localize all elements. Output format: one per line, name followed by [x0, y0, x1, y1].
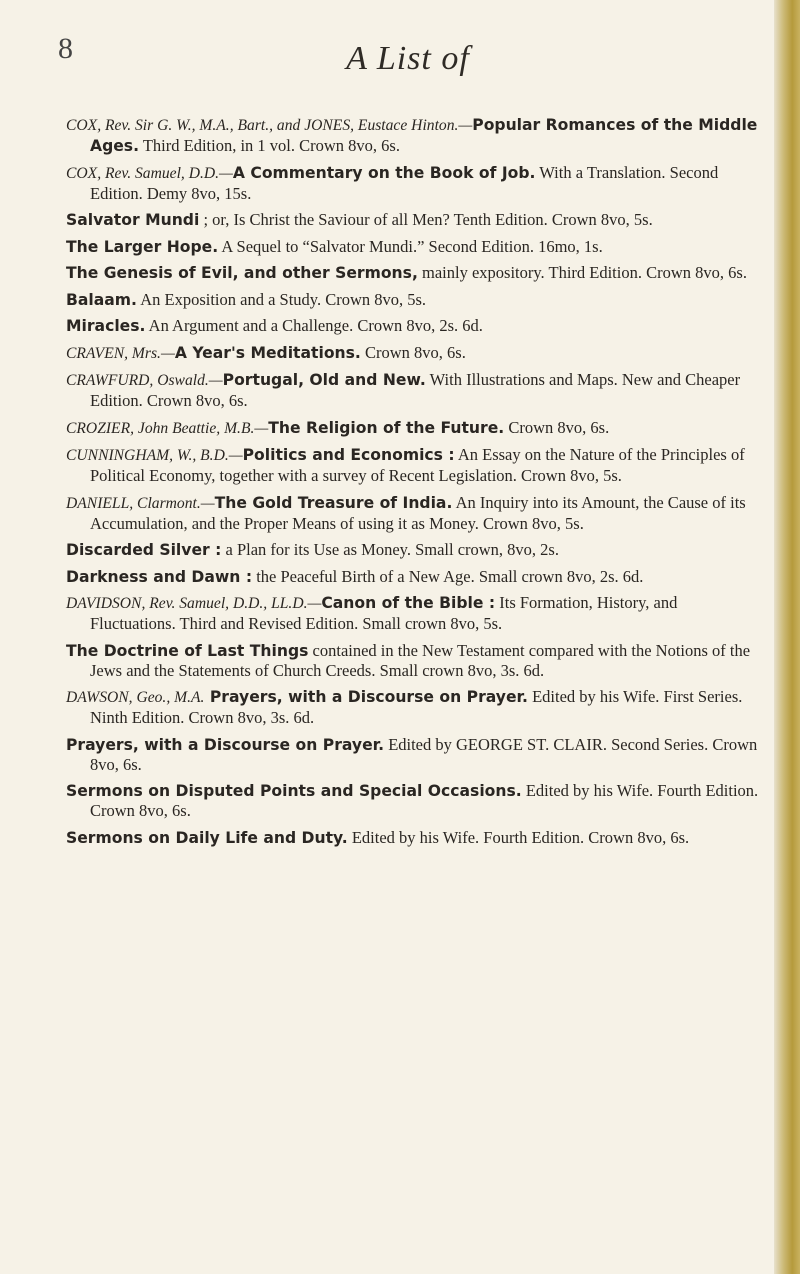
page-number: 8	[58, 32, 73, 65]
entry-title: Prayers, with a Discourse on Prayer.	[66, 735, 385, 754]
entry-author: DAWSON, Geo., M.A.	[66, 689, 205, 706]
page-edge	[774, 0, 800, 1274]
entry-title: The Doctrine of Last Things	[66, 641, 309, 660]
catalogue-entry	[66, 593, 766, 634]
entry-details: With Illustrations and Maps. New and Cheaper Edition. Crown 8vo, 6s.	[90, 370, 741, 410]
catalogue-entry	[66, 115, 766, 156]
entry-title: Balaam.	[66, 290, 137, 309]
entry-details: contained in the New Testament compared with the Notions of the Jews and the Statements of Church Creeds. Small crown 8vo, 3s. 6d.	[90, 640, 751, 680]
entry-details: Edited by his Wife. Fourth Edition. Crown 8vo, 6s.	[347, 827, 690, 847]
entry-title: Darkness and Dawn :	[66, 567, 253, 586]
catalogue-entry	[66, 418, 766, 439]
entry-details: An Exposition and a Study. Crown 8vo, 5s.	[136, 289, 427, 309]
entry-title: The Religion of the Future.	[268, 418, 505, 437]
entry-title: Popular Romances of the Middle Ages.	[90, 116, 758, 155]
entry-details: Its Formation, History, and Fluctuations. Third and Revised Edition. Small crown 8vo, 5s.	[90, 593, 678, 633]
entry-author: DANIELL, Clarmont.—	[66, 494, 215, 512]
entry-details: mainly expository. Third Edition. Crown 8vo, 6s.	[417, 263, 747, 282]
entry-author: CRAVEN, Mrs.—	[66, 344, 175, 362]
entry-title: Politics and Economics :	[242, 446, 455, 464]
entry-title: The Larger Hope.	[66, 237, 219, 256]
entry-title: Sermons on Daily Life and Duty.	[66, 828, 348, 847]
entry-title: A Commentary on the Book of Job.	[232, 163, 536, 182]
catalogue-entry	[66, 540, 766, 560]
catalogue-entry	[66, 210, 766, 230]
catalogue-entry	[66, 370, 766, 411]
entry-details: the Peaceful Birth of a New Age. Small crown 8vo, 2s. 6d.	[252, 566, 644, 586]
entry-title: A Year's Meditations.	[174, 343, 361, 362]
catalogue-entry	[66, 735, 766, 775]
catalogue-entry	[66, 687, 766, 728]
entry-details: Edited by his Wife. Fourth Edition. Crown 8vo, 6s.	[90, 781, 759, 820]
catalogue-entry	[66, 237, 766, 257]
entry-author: CUNNINGHAM, W., B.D.—	[66, 447, 243, 464]
entry-author: DAVIDSON, Rev. Samuel, D.D., LL.D.—	[66, 595, 322, 612]
catalogue-entry	[66, 781, 766, 821]
entry-details: An Inquiry into its Amount, the Cause of its Accumulation, and the Proper Means of using it as Money. Crown 8vo, 5s.	[90, 492, 746, 533]
running-title: A List of	[346, 40, 470, 77]
catalogue-entry	[66, 263, 766, 283]
catalogue-entry	[66, 567, 766, 587]
catalogue-entry	[66, 290, 766, 310]
entry-details: An Argument and a Challenge. Crown 8vo, 2s. 6d.	[145, 316, 483, 335]
entry-title: Canon of the Bible :	[321, 594, 496, 612]
catalogue-entry	[66, 163, 766, 204]
page-header	[58, 14, 758, 84]
entry-title: Salvator Mundi	[66, 211, 200, 229]
entry-details: An Essay on the Nature of the Principles of Political Economy, together with a survey of Recent Legislation. Crown 8vo, 5s.	[90, 445, 745, 485]
entry-details: A Sequel to “Salvator Mundi.” Second Edition. 16mo, 1s.	[218, 236, 603, 256]
catalogue-entry	[66, 641, 766, 681]
catalogue-entry	[66, 493, 766, 534]
entry-details: With a Translation. Second Edition. Demy 8vo, 15s.	[90, 162, 719, 203]
entry-author: CROZIER, John Beattie, M.B.—	[66, 419, 269, 437]
entry-details: Third Edition, in 1 vol. Crown 8vo, 6s.	[139, 136, 400, 155]
entry-details: Crown 8vo, 6s.	[360, 342, 466, 362]
entry-title: Sermons on Disputed Points and Special Occasions.	[66, 782, 522, 800]
entry-title: The Gold Treasure of India.	[214, 493, 453, 512]
entry-author: COX, Rev. Samuel, D.D.—	[66, 164, 233, 182]
entry-details: a Plan for its Use as Money. Small crown, 8vo, 2s.	[221, 540, 559, 559]
entry-details: ; or, Is Christ the Saviour of all Men? Tenth Edition. Crown 8vo, 5s.	[199, 210, 653, 229]
entry-author: CRAWFURD, Oswald.—	[66, 372, 223, 389]
entry-title: Prayers, with a Discourse on Prayer.	[204, 688, 528, 706]
entry-title: Portugal, Old and New.	[222, 371, 426, 389]
entry-details: Edited by GEORGE ST. CLAIR. Second Series. Crown 8vo, 6s.	[90, 734, 758, 774]
entry-title: Discarded Silver :	[66, 541, 222, 559]
entry-author: COX, Rev. Sir G. W., M.A., Bart., and JONES, Eustace Hinton.—	[66, 117, 473, 134]
entry-details: Crown 8vo, 6s.	[504, 417, 610, 437]
entry-details: Edited by his Wife. First Series. Ninth Edition. Crown 8vo, 3s. 6d.	[90, 687, 743, 727]
entry-title: Miracles.	[66, 317, 146, 335]
entry-title: The Genesis of Evil, and other Sermons,	[66, 264, 418, 282]
catalogue-entries	[66, 115, 766, 854]
catalogue-entry	[66, 316, 766, 336]
catalogue-entry	[66, 445, 766, 486]
catalogue-entry	[66, 343, 766, 364]
catalogue-entry	[66, 828, 766, 848]
